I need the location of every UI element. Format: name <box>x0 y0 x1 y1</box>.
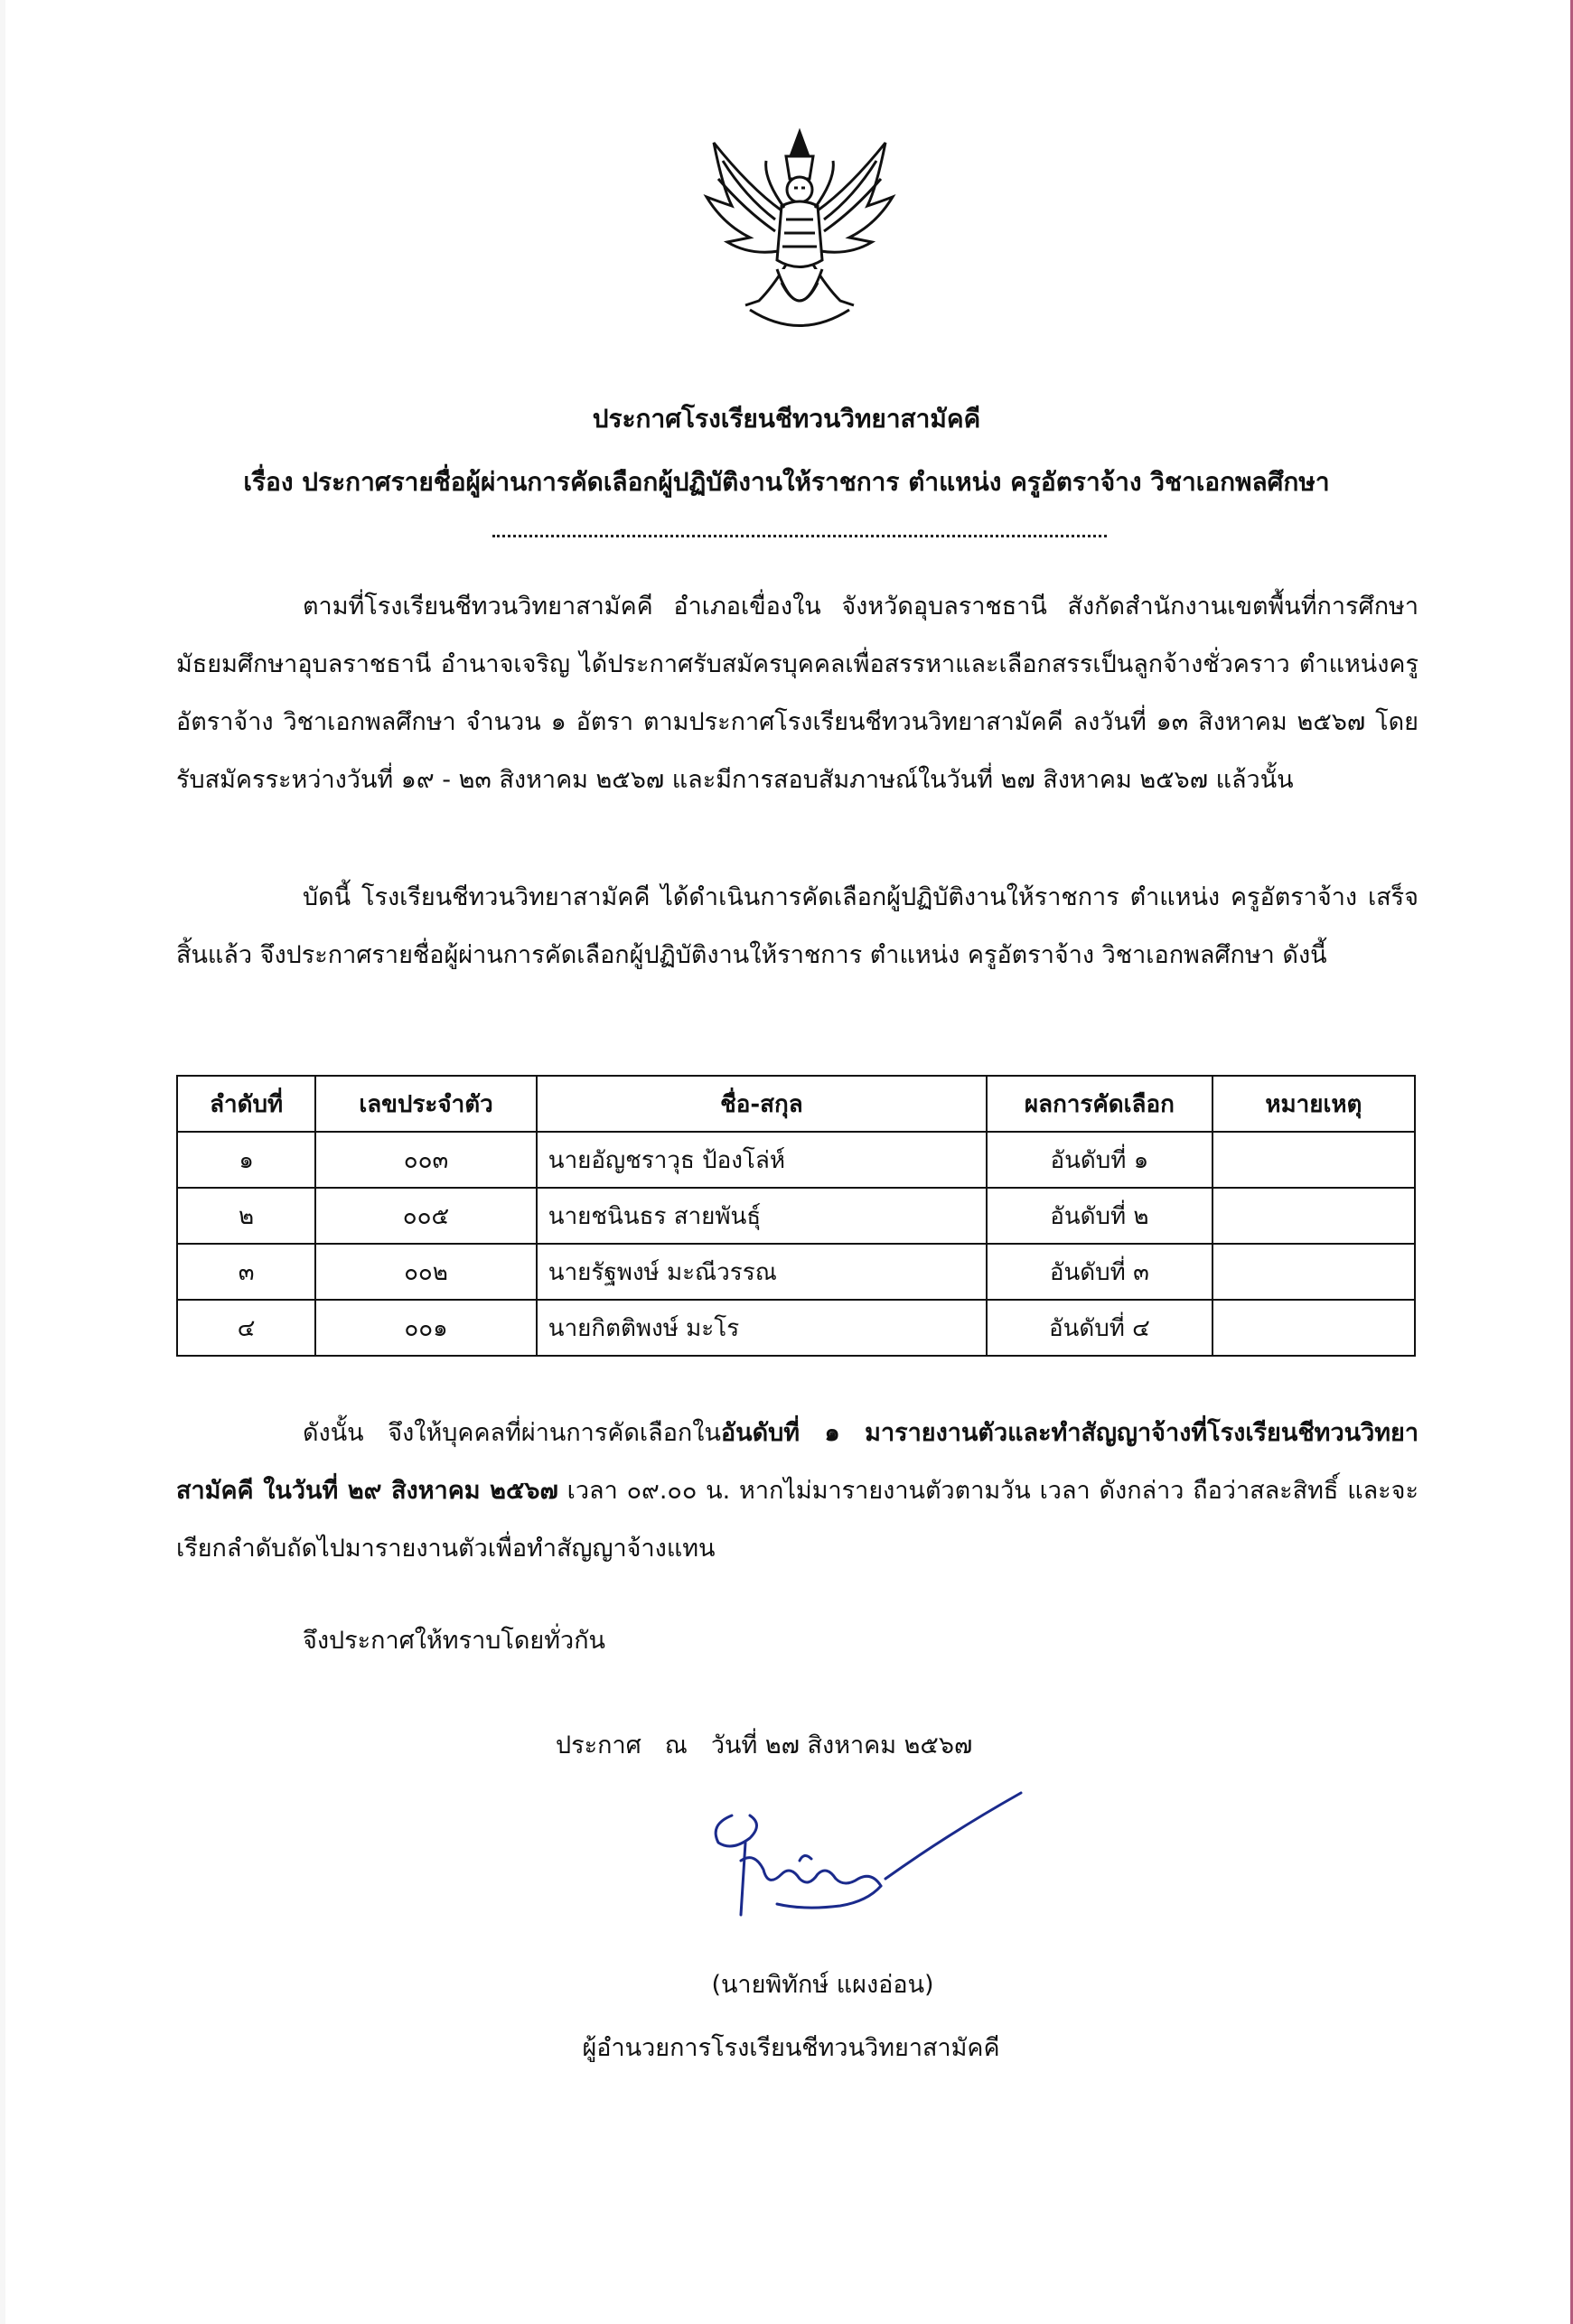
instruction-text-a: ดังนั้น จึงให้บุคคลที่ผ่านการคัดเลือกใน <box>303 1419 721 1447</box>
signature-icon <box>714 1788 1025 1924</box>
signer-position: ผู้อำนวยการโรงเรียนชีทวนวิทยาสามัคคี <box>582 2034 1000 2062</box>
cell-no: ๓ <box>177 1244 315 1300</box>
cell-result: อันดับที่ ๓ <box>987 1244 1213 1300</box>
cell-result: อันดับที่ ๒ <box>987 1188 1213 1244</box>
cell-no: ๑ <box>177 1132 315 1188</box>
signer-name: (นายพิทักษ์ แผงอ่อน) <box>711 1971 934 1999</box>
cell-no: ๔ <box>177 1300 315 1356</box>
table-row <box>177 1132 1415 1188</box>
header-result: ผลการคัดเลือก <box>987 1076 1213 1132</box>
instruction-text-bold: อันดับที่ ๑ มารายงานตัวและทำสัญญาจ้างที่โรงเรียนชีทวนวิทยาสามัคคี ในวันที่ ๒๙ สิงหาคม ๒๕๖๗ <box>176 1419 1419 1505</box>
cell-note <box>1213 1300 1415 1356</box>
cell-result: อันดับที่ ๔ <box>987 1300 1213 1356</box>
cell-note <box>1213 1188 1415 1244</box>
paragraph-intro-text: ตามที่โรงเรียนชีทวนวิทยาสามัคคี อำเภอเขื่องใน จังหวัดอุบลราชธานี สังกัดสำนักงานเขตพื้นที่การศึกษามัธยมศึกษาอุบลราชธานี อำนาจเจริญ ได้ประกาศรับสมัครบุคคลเพื่อสรรหาและเลือกสรรเป็นลูกจ้างชั่วคราว ตำแหน่งครูอัตราจ้าง วิชาเอกพลศึกษา จำนวน ๑ อัตรา ตามประกาศโรงเรียนชีทวนวิทยาสามัคคี ลงวันที่ ๑๓ สิงหาคม ๒๕๖๗ โดยรับสมัครระหว่างวันที่ ๑๙ - ๒๓ สิงหาคม ๒๕๖๗ และมีการสอบสัมภาษณ์ในวันที่ ๒๗ สิงหาคม ๒๕๖๗ แล้วนั้น <box>176 593 1419 794</box>
dotted-divider <box>492 535 1107 537</box>
document-subject: เรื่อง ประกาศรายชื่อผู้ผ่านการคัดเลือกผู้ปฏิบัติงานให้ราชการ ตำแหน่ง ครูอัตราจ้าง วิชาเอกพลศึกษา <box>243 467 1330 497</box>
instruction-text-c: เวลา ๐๙.๐๐ น. หากไม่มารายงานตัวตามวัน เวลา ดังกล่าว ถือว่าสละสิทธิ์ และจะเรียกลำดับถัดไปมารายงานตัวเพื่อทำสัญญาจ้างแทน <box>176 1477 1419 1563</box>
paragraph-result <box>176 869 1419 985</box>
garuda-emblem-icon <box>696 125 904 341</box>
table-row <box>177 1244 1415 1300</box>
table-row <box>177 1300 1415 1356</box>
header-name: ชื่อ-สกุล <box>537 1076 987 1132</box>
document-title: ประกาศโรงเรียนชีทวนวิทยาสามัคคี <box>592 404 981 434</box>
cell-id: ๐๐๒ <box>315 1244 537 1300</box>
cell-name: นายรัฐพงษ์ มะณีวรรณ <box>537 1244 987 1300</box>
table-header-row <box>177 1076 1415 1132</box>
announcement-at: ณ <box>664 1731 688 1759</box>
paragraph-instruction <box>176 1405 1419 1578</box>
header-id: เลขประจำตัว <box>315 1076 537 1132</box>
header-note: หมายเหตุ <box>1213 1076 1415 1132</box>
announcement-date: วันที่ ๒๗ สิงหาคม ๒๕๖๗ <box>710 1731 973 1759</box>
cell-id: ๐๐๑ <box>315 1300 537 1356</box>
cell-note <box>1213 1132 1415 1188</box>
cell-id: ๐๐๕ <box>315 1188 537 1244</box>
cell-name: นายกิตติพงษ์ มะโร <box>537 1300 987 1356</box>
cell-id: ๐๐๓ <box>315 1132 537 1188</box>
table-row <box>177 1188 1415 1244</box>
cell-note <box>1213 1244 1415 1300</box>
cell-no: ๒ <box>177 1188 315 1244</box>
closing-statement: จึงประกาศให้ทราบโดยทั่วกัน <box>303 1627 605 1655</box>
header-no: ลำดับที่ <box>177 1076 315 1132</box>
cell-name: นายชนินธร สายพันธุ์ <box>537 1188 987 1244</box>
cell-name: นายอัญชราวุธ ป้องโล่ห์ <box>537 1132 987 1188</box>
cell-result: อันดับที่ ๑ <box>987 1132 1213 1188</box>
announcement-date-line <box>556 1725 972 1764</box>
paragraph-intro <box>176 578 1419 809</box>
paragraph-result-text: บัดนี้ โรงเรียนชีทวนวิทยาสามัคคี ได้ดำเนินการคัดเลือกผู้ปฏิบัติงานให้ราชการ ตำแหน่ง ครูอัตราจ้าง เสร็จสิ้นแล้ว จึงประกาศรายชื่อผู้ผ่านการคัดเลือกผู้ปฏิบัติงานให้ราชการ ตำแหน่ง ครูอัตราจ้าง วิชาเอกพลศึกษา ดังนี้ <box>176 883 1419 969</box>
announcement-label: ประกาศ <box>556 1731 641 1759</box>
results-table <box>176 1075 1416 1357</box>
